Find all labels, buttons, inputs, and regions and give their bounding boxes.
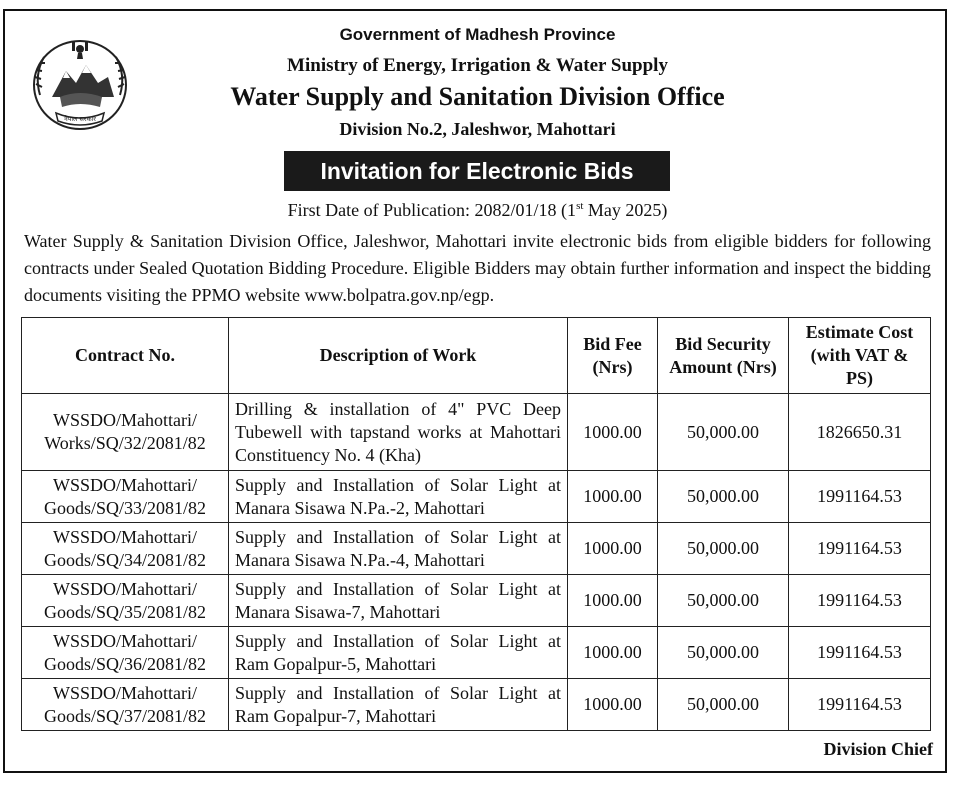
header-description: Description of Work (229, 318, 568, 394)
bid-security: 50,000.00 (658, 394, 789, 471)
header-bid-security: Bid Security Amount (Nrs) (658, 318, 789, 394)
table-row (22, 679, 931, 731)
contract-no: WSSDO/Mahottari/ Goods/SQ/35/2081/82 (22, 575, 229, 627)
bid-fee: 1000.00 (568, 471, 658, 523)
division-address: Division No.2, Jaleshwor, Mahottari (339, 119, 616, 139)
work-description: Supply and Installation of Solar Light at Ram Gopalpur-7, Mahottari (229, 679, 568, 731)
work-description: Supply and Installation of Solar Light at Manara Sisawa-7, Mahottari (229, 575, 568, 627)
estimate-cost: 1991164.53 (789, 471, 931, 523)
contract-no: WSSDO/Mahottari/ Goods/SQ/34/2081/82 (22, 523, 229, 575)
bid-fee: 1000.00 (568, 523, 658, 575)
svg-text:नेपाल सरकार: नेपाल सरकार (64, 115, 96, 123)
bid-fee: 1000.00 (568, 575, 658, 627)
intro-paragraph: Water Supply & Sanitation Division Office, Jaleshwor, Mahottari invite electronic bids from eligible bidders for following contracts under Sealed Quotation Bidding Procedure. Eligible Bidders may obtain further information and inspect the bidding documents visiting the PPMO website www.bolpatra.gov.np/egp. (24, 231, 931, 305)
table-row (22, 575, 931, 627)
header-estimate: Estimate Cost (with VAT & PS) (789, 318, 931, 394)
estimate-cost: 1991164.53 (789, 627, 931, 679)
header-contract: Contract No. (22, 318, 229, 394)
government-name: Government of Madhesh Province (339, 25, 616, 44)
bids-table (21, 317, 931, 731)
bid-security: 50,000.00 (658, 627, 789, 679)
estimate-cost: 1991164.53 (789, 523, 931, 575)
signoff: Division Chief (823, 739, 933, 759)
work-description: Supply and Installation of Solar Light at Manara Sisawa N.Pa.-4, Mahottari (229, 523, 568, 575)
contract-no: WSSDO/Mahottari/ Works/SQ/32/2081/82 (22, 394, 229, 471)
estimate-cost: 1991164.53 (789, 679, 931, 731)
bid-security: 50,000.00 (658, 471, 789, 523)
estimate-cost: 1991164.53 (789, 575, 931, 627)
header-bid-fee: Bid Fee (Nrs) (568, 318, 658, 394)
office-name: Water Supply and Sanitation Division Office (230, 82, 725, 111)
bid-security: 50,000.00 (658, 679, 789, 731)
table-header-row (22, 318, 931, 394)
bid-security: 50,000.00 (658, 523, 789, 575)
publication-date: First Date of Publication: 2082/01/18 (1st May 2025) (287, 200, 668, 220)
bid-security: 50,000.00 (658, 575, 789, 627)
contract-no: WSSDO/Mahottari/ Goods/SQ/36/2081/82 (22, 627, 229, 679)
bid-fee: 1000.00 (568, 394, 658, 471)
contract-no: WSSDO/Mahottari/ Goods/SQ/33/2081/82 (22, 471, 229, 523)
bid-fee: 1000.00 (568, 627, 658, 679)
table-row (22, 394, 931, 471)
table-row (22, 523, 931, 575)
work-description: Drilling & installation of 4" PVC Deep Tubewell with tapstand works at Mahottari Constituency No. 4 (Kha) (229, 394, 568, 471)
ministry-name: Ministry of Energy, Irrigation & Water Supply (287, 55, 668, 76)
bid-fee: 1000.00 (568, 679, 658, 731)
work-description: Supply and Installation of Solar Light at Ram Gopalpur-5, Mahottari (229, 627, 568, 679)
work-description: Supply and Installation of Solar Light at Manara Sisawa N.Pa.-2, Mahottari (229, 471, 568, 523)
estimate-cost: 1826650.31 (789, 394, 931, 471)
contract-no: WSSDO/Mahottari/ Goods/SQ/37/2081/82 (22, 679, 229, 731)
table-row (22, 471, 931, 523)
notice-title: Invitation for Electronic Bids (284, 151, 670, 191)
table-row (22, 627, 931, 679)
